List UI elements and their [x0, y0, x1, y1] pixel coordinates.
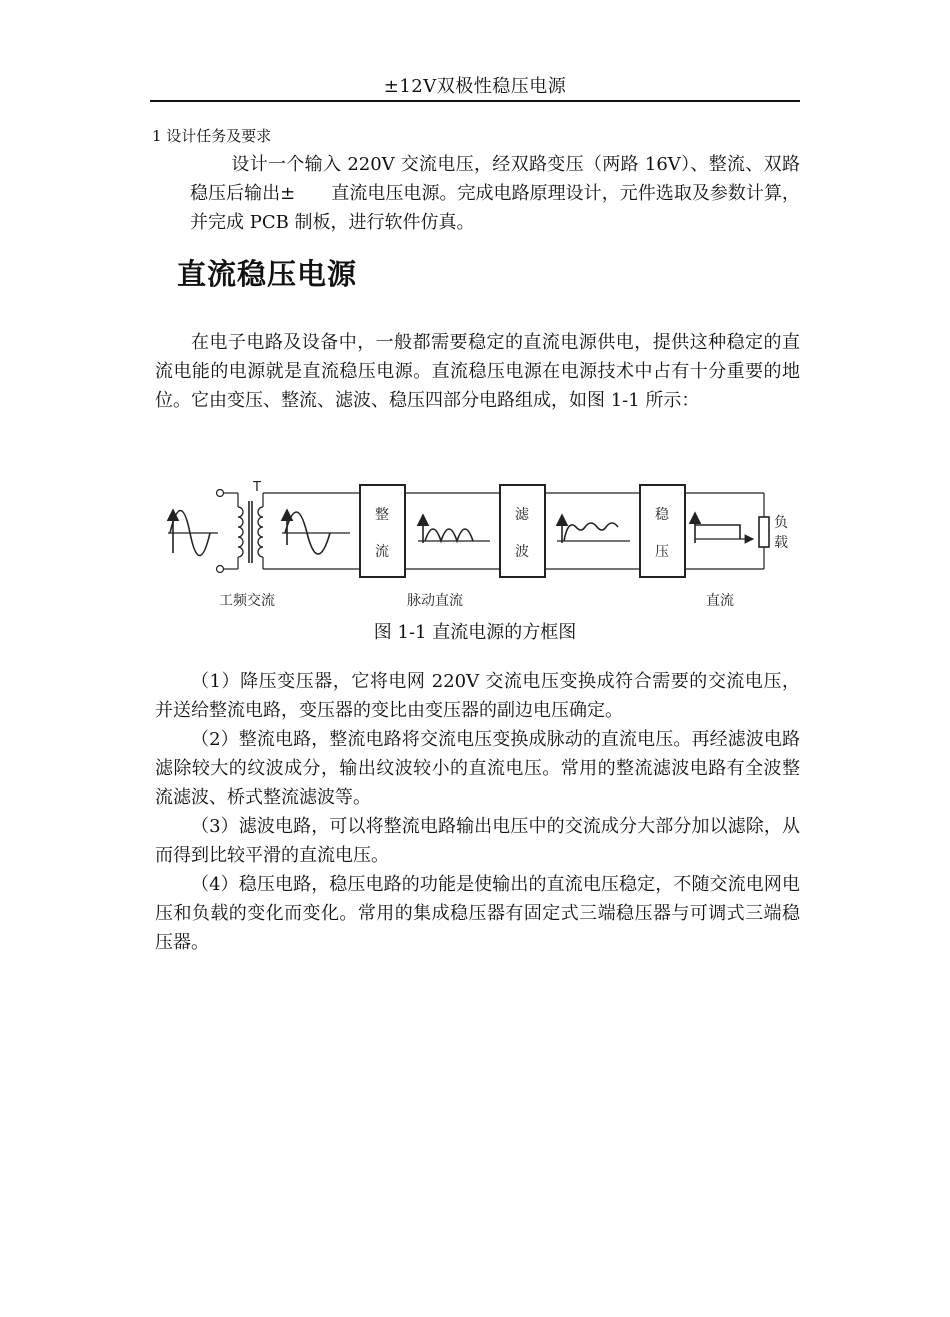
regulator-label-2: 压 [655, 544, 669, 560]
ac-input-wave [168, 510, 218, 556]
header-rule [150, 100, 800, 102]
dc-output-wave [695, 513, 753, 543]
intro-block [155, 328, 800, 415]
secondary-ac-wave [282, 510, 350, 554]
filter-label-2: 波 [515, 544, 529, 560]
intro-paragraph: 在电子电路及设备中，一般都需要稳定的直流电源供电，提供这种稳定的直流电能的电源就是直流稳压电源。直流稳压电源在电源技术中占有十分重要的地位。它由变压、整流、滤波、稳压四部分电路组成，如图 1-1 所示： [155, 332, 800, 411]
regulator-block [640, 485, 685, 577]
regulator-label-1: 稳 [655, 507, 669, 523]
rectifier-label-1: 整 [375, 507, 389, 523]
section-title: 1 设计任务及要求 [152, 127, 272, 145]
task-paragraph-block [190, 150, 800, 237]
component-list [155, 667, 800, 957]
rectifier-block [360, 485, 405, 577]
list-item: （1）降压变压器，它将电网 220V 交流电压变换成符合需要的交流电压，并送给整流电路，变压器的变比由变压器的副边电压确定。 [155, 671, 800, 721]
figure-caption: 图 1-1 直流电源的方框图 [373, 622, 577, 643]
task-paragraph: 设计一个输入 220V 交流电压，经双路变压（两路 16V）、整流、双路稳压后输出± 直流电压电源。完成电路原理设计，元件选取及参数计算，并完成 PCB 制板，进行软件仿真。 [190, 154, 800, 233]
page-header-title: ±12V双极性稳压电源 [383, 76, 567, 97]
block-diagram [150, 475, 800, 615]
transformer-symbol [217, 480, 264, 573]
filtered-wave [557, 515, 630, 543]
list-item: （2）整流电路，整流电路将交流电压变换成脉动的直流电压。再经滤波电路滤除较大的纹波成分，输出纹波较小的直流电压。常用的整流滤波电路有全波整流滤波、桥式整流滤波等。 [155, 729, 800, 808]
label-dc: 直流 [706, 593, 734, 609]
label-pulsating-dc: 脉动直流 [407, 593, 463, 609]
load-label-1: 负 [774, 515, 788, 531]
rectifier-label-2: 流 [375, 544, 389, 560]
section-heading: 直流稳压电源 [177, 257, 358, 291]
filter-label-1: 滤 [515, 507, 529, 523]
load-label-2: 载 [774, 535, 788, 551]
transformer-label: T [253, 480, 261, 495]
pulsating-dc-wave [418, 515, 490, 543]
filter-block [500, 485, 545, 577]
list-item: （3）滤波电路，可以将整流电路输出电压中的交流成分大部分加以滤除，从而得到比较平滑的直流电压。 [155, 816, 800, 866]
label-ac: 工频交流 [219, 593, 275, 609]
list-item: （4）稳压电路，稳压电路的功能是使输出的直流电压稳定，不随交流电网电压和负载的变化而变化。常用的集成稳压器有固定式三端稳压器与可调式三端稳压器。 [155, 874, 800, 953]
load-resistor [759, 514, 788, 551]
